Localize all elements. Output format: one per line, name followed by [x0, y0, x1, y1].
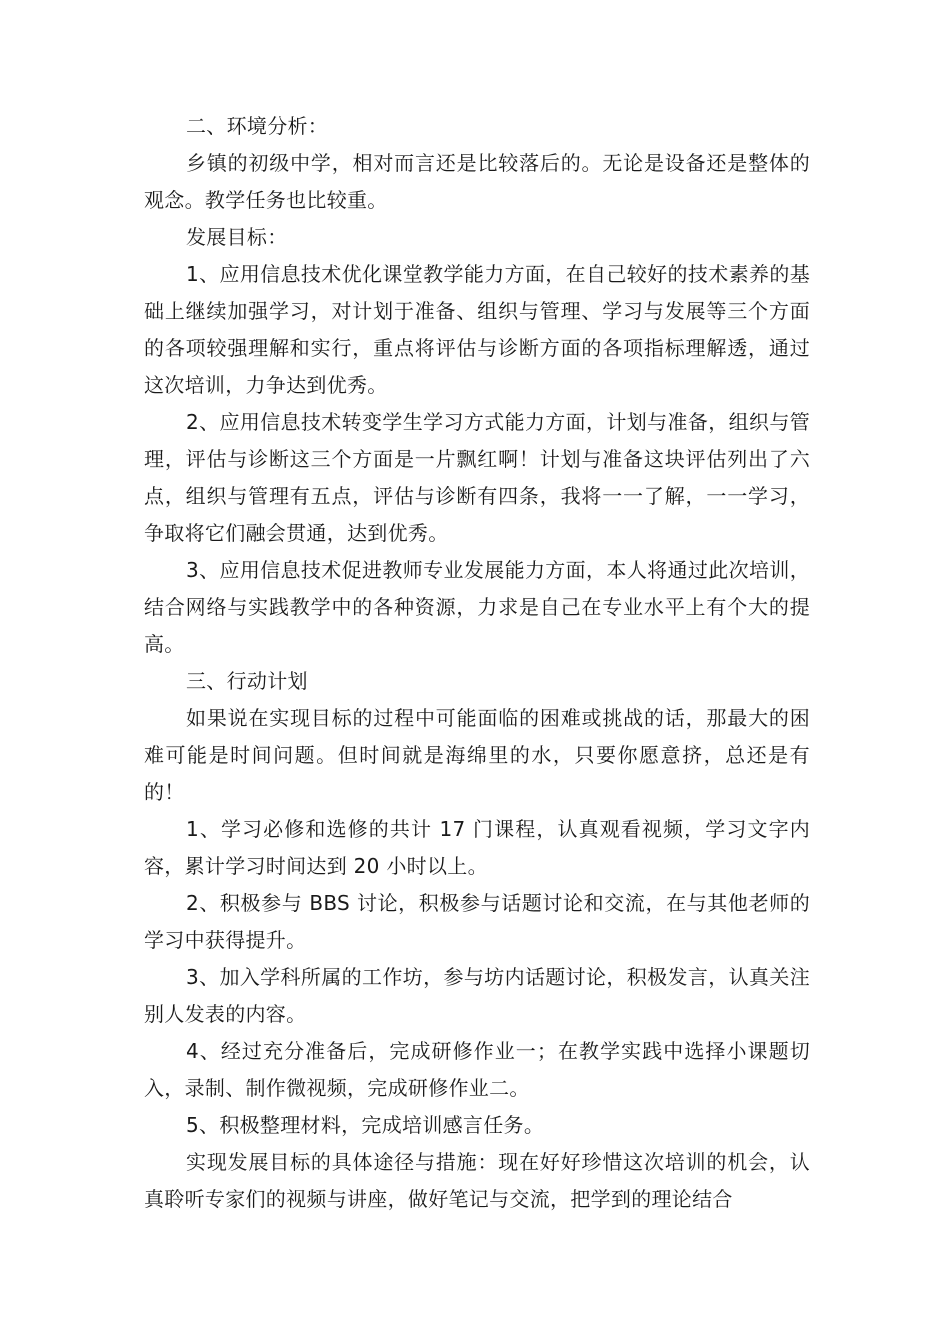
plan-item-3: 3、加入学科所属的工作坊，参与坊内话题讨论，积极发言，认真关注别人发表的内容。: [144, 965, 810, 1026]
document-body: [144, 108, 810, 1218]
paragraph-environment-analysis: 乡镇的初级中学，相对而言还是比较落后的。无论是设备还是整体的观念。教学任务也比较重。: [144, 151, 810, 212]
section-heading-action-plan: 三、行动计划: [186, 669, 308, 693]
plan-item-4: 4、经过充分准备后，完成研修作业一；在教学实践中选择小课题切入，录制、制作微视频，完成研修作业二。: [144, 1039, 810, 1100]
goal-item-1: 1、应用信息技术优化课堂教学能力方面，在自己较好的技术素养的基础上继续加强学习，对计划于准备、组织与管理、学习与发展等三个方面的各项较强理解和实行，重点将评估与诊断方面的各项指标理解透，通过这次培训，力争达到优秀。: [144, 262, 810, 397]
paragraph-action-plan-intro: 如果说在实现目标的过程中可能面临的困难或挑战的话，那最大的困难可能是时间问题。但时间就是海绵里的水，只要你愿意挤，总还是有的！: [144, 706, 810, 804]
plan-item-2: 2、积极参与 BBS 讨论，积极参与话题讨论和交流，在与其他老师的学习中获得提升。: [144, 891, 810, 952]
goal-item-2: 2、应用信息技术转变学生学习方式能力方面，计划与准备，组织与管理，评估与诊断这三个方面是一片飘红啊！计划与准备这块评估列出了六点，组织与管理有五点，评估与诊断有四条，我将一一了解，一一学习，争取将它们融会贯通，达到优秀。: [144, 410, 810, 545]
section-heading-environment: 二、环境分析：: [186, 114, 329, 138]
paragraph-measures: 实现发展目标的具体途径与措施：现在好好珍惜这次培训的机会，认真聆听专家们的视频与讲座，做好笔记与交流，把学到的理论结合: [144, 1150, 810, 1211]
goal-item-3: 3、应用信息技术促进教师专业发展能力方面，本人将通过此次培训，结合网络与实践教学中的各种资源，力求是自己在专业水平上有个大的提高。: [144, 558, 810, 656]
section-heading-goals: 发展目标：: [186, 225, 288, 249]
plan-item-1: 1、学习必修和选修的共计 17 门课程，认真观看视频，学习文字内容，累计学习时间达到 20 小时以上。: [144, 817, 810, 878]
plan-item-5: 5、积极整理材料，完成培训感言任务。: [186, 1113, 545, 1137]
